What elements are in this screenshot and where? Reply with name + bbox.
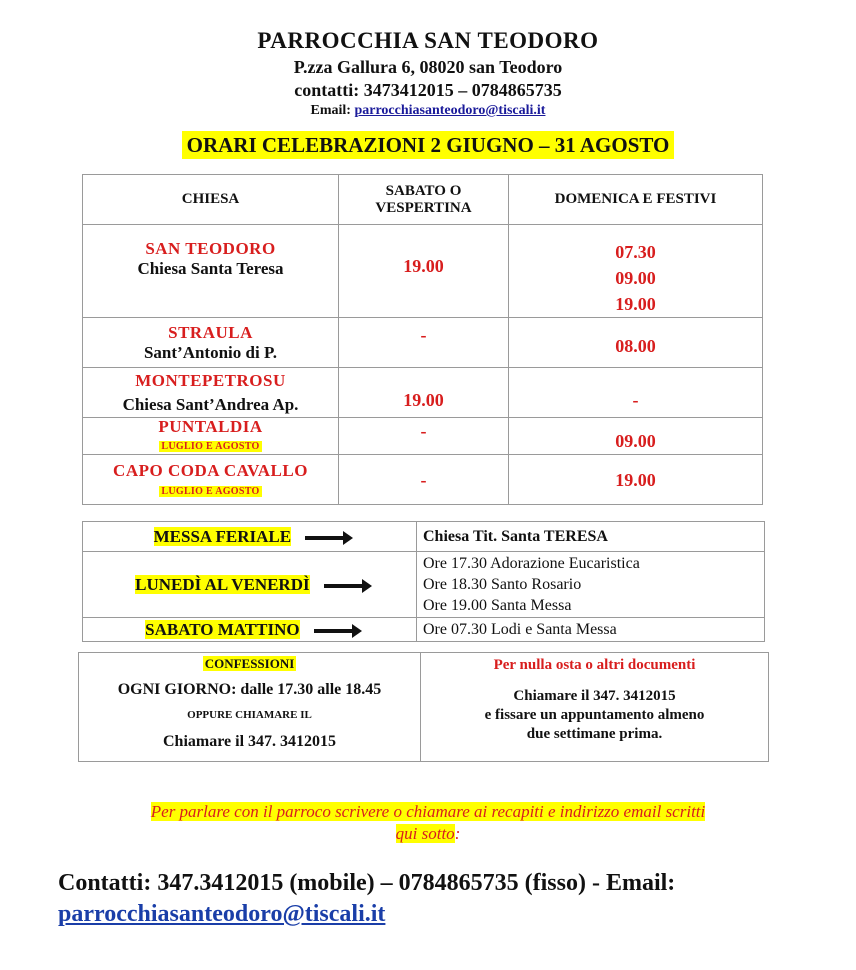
parish-title: PARROCCHIA SAN TEODORO [257,28,599,53]
weekday-detail [417,522,765,552]
church-subtitle: Sant’Antonio di P. [143,342,278,362]
sunday-time: 07.30 [615,242,656,262]
nulla-osta-line: Chiamare il 347. 3412015 [513,688,676,704]
weekday-line: Ore 18.30 Santo Rosario [423,576,582,593]
saturday-time: - [339,418,509,455]
weekday-label: LUNEDÌ AL VENERDÌ [135,574,310,594]
confession-phone: Chiamare il 347. 3412015 [162,733,337,750]
saturday-time: 19.00 [339,225,509,318]
church-name: CAPO CODA CAVALLO [113,460,308,480]
schedule-banner-wrap [0,133,856,158]
sunday-times [509,225,763,318]
weekday-line: Ore 07.30 Lodi e Santa Messa [423,621,617,638]
table-row [83,618,765,642]
parish-contacts: contatti: 3473412015 – 0784865735 [294,80,562,100]
footer-phone-line: Contatti: 347.3412015 (mobile) – 0784865735 (fisso) - Email: [58,870,676,896]
table-row [83,318,763,368]
table-row [83,522,765,552]
nulla-osta-cell [421,653,769,762]
church-name: MONTEPETROSU [135,370,286,390]
church-name: PUNTALDIA [158,417,263,436]
weekday-label-cell [83,552,417,618]
note-text-end: qui sotto [395,824,455,843]
season-tag: LUGLIO E AGOSTO [161,441,260,452]
church-cell [83,418,339,455]
schedule-table [82,174,763,505]
sunday-time: 19.00 [509,455,763,505]
table-row [83,225,763,318]
note-colon: : [454,824,461,843]
weekday-label-cell [83,618,417,642]
contact-note [0,801,856,845]
confession-hours: OGNI GIORNO: dalle 17.30 alle 18.45 [117,681,382,698]
saturday-time: - [339,318,509,368]
church-cell [83,225,339,318]
arrow-right-icon [324,584,364,588]
note-text: Per parlare con il parroco scrivere o chiamare ai recapiti e indirizzo email scritti [150,802,706,821]
footer-contacts [58,868,675,930]
col-header-sabato: SABATO O VESPERTINA [339,175,509,225]
confession-alt: OPPURE CHIAMARE IL [187,709,312,721]
parish-address: P.zza Gallura 6, 08020 san Teodoro [293,57,563,77]
nulla-osta-line: e fissare un appuntamento almeno [484,707,705,723]
weekday-detail [417,552,765,618]
email-label: Email: [310,103,351,118]
church-name: STRAULA [168,322,253,342]
weekday-line: Ore 19.00 Santa Messa [423,597,572,614]
table-row [83,455,763,505]
confession-cell [79,653,421,762]
weekday-detail [417,618,765,642]
arrow-right-icon [305,536,345,540]
weekday-line: Chiesa Tit. Santa TERESA [423,528,608,545]
confession-title: CONFESSIONI [204,656,295,671]
sunday-time: 09.00 [615,268,656,288]
church-cell [83,368,339,418]
col-header-domenica: DOMENICA E FESTIVI [509,175,763,225]
church-subtitle: Chiesa Sant’Andrea Ap. [122,394,299,414]
table-row [83,368,763,418]
table-row [83,418,763,455]
church-subtitle: Chiesa Santa Teresa [137,259,284,278]
col-header-chiesa: CHIESA [83,175,339,225]
arrow-right-icon [314,629,354,633]
weekday-label-cell [83,522,417,552]
sunday-time: 19.00 [615,294,656,314]
saturday-time: - [339,455,509,505]
weekday-mass-table [82,521,765,642]
nulla-osta-line: due settimane prima. [526,726,663,742]
table-row [83,552,765,618]
weekday-line: Ore 17.30 Adorazione Eucaristica [423,555,640,572]
church-cell [83,318,339,368]
sunday-time: 08.00 [509,318,763,368]
confession-table [78,652,769,762]
sunday-time: 09.00 [509,418,763,455]
season-tag: LUGLIO E AGOSTO [161,485,260,497]
footer-email-link[interactable]: parrocchiasanteodoro@tiscali.it [58,901,386,927]
nulla-osta-title: Per nulla osta o altri documenti [493,657,696,673]
sunday-time: - [509,368,763,418]
weekday-label: SABATO MATTINO [145,619,300,639]
weekday-label: MESSA FERIALE [153,526,292,546]
parish-email-line [0,103,856,119]
header-email-link[interactable]: parrocchiasanteodoro@tiscali.it [354,103,546,118]
schedule-banner: ORARI CELEBRAZIONI 2 GIUGNO – 31 AGOSTO [182,131,675,159]
schedule-header-row [83,175,763,225]
church-cell [83,455,339,505]
church-name: SAN TEODORO [145,239,276,258]
saturday-time: 19.00 [339,368,509,418]
